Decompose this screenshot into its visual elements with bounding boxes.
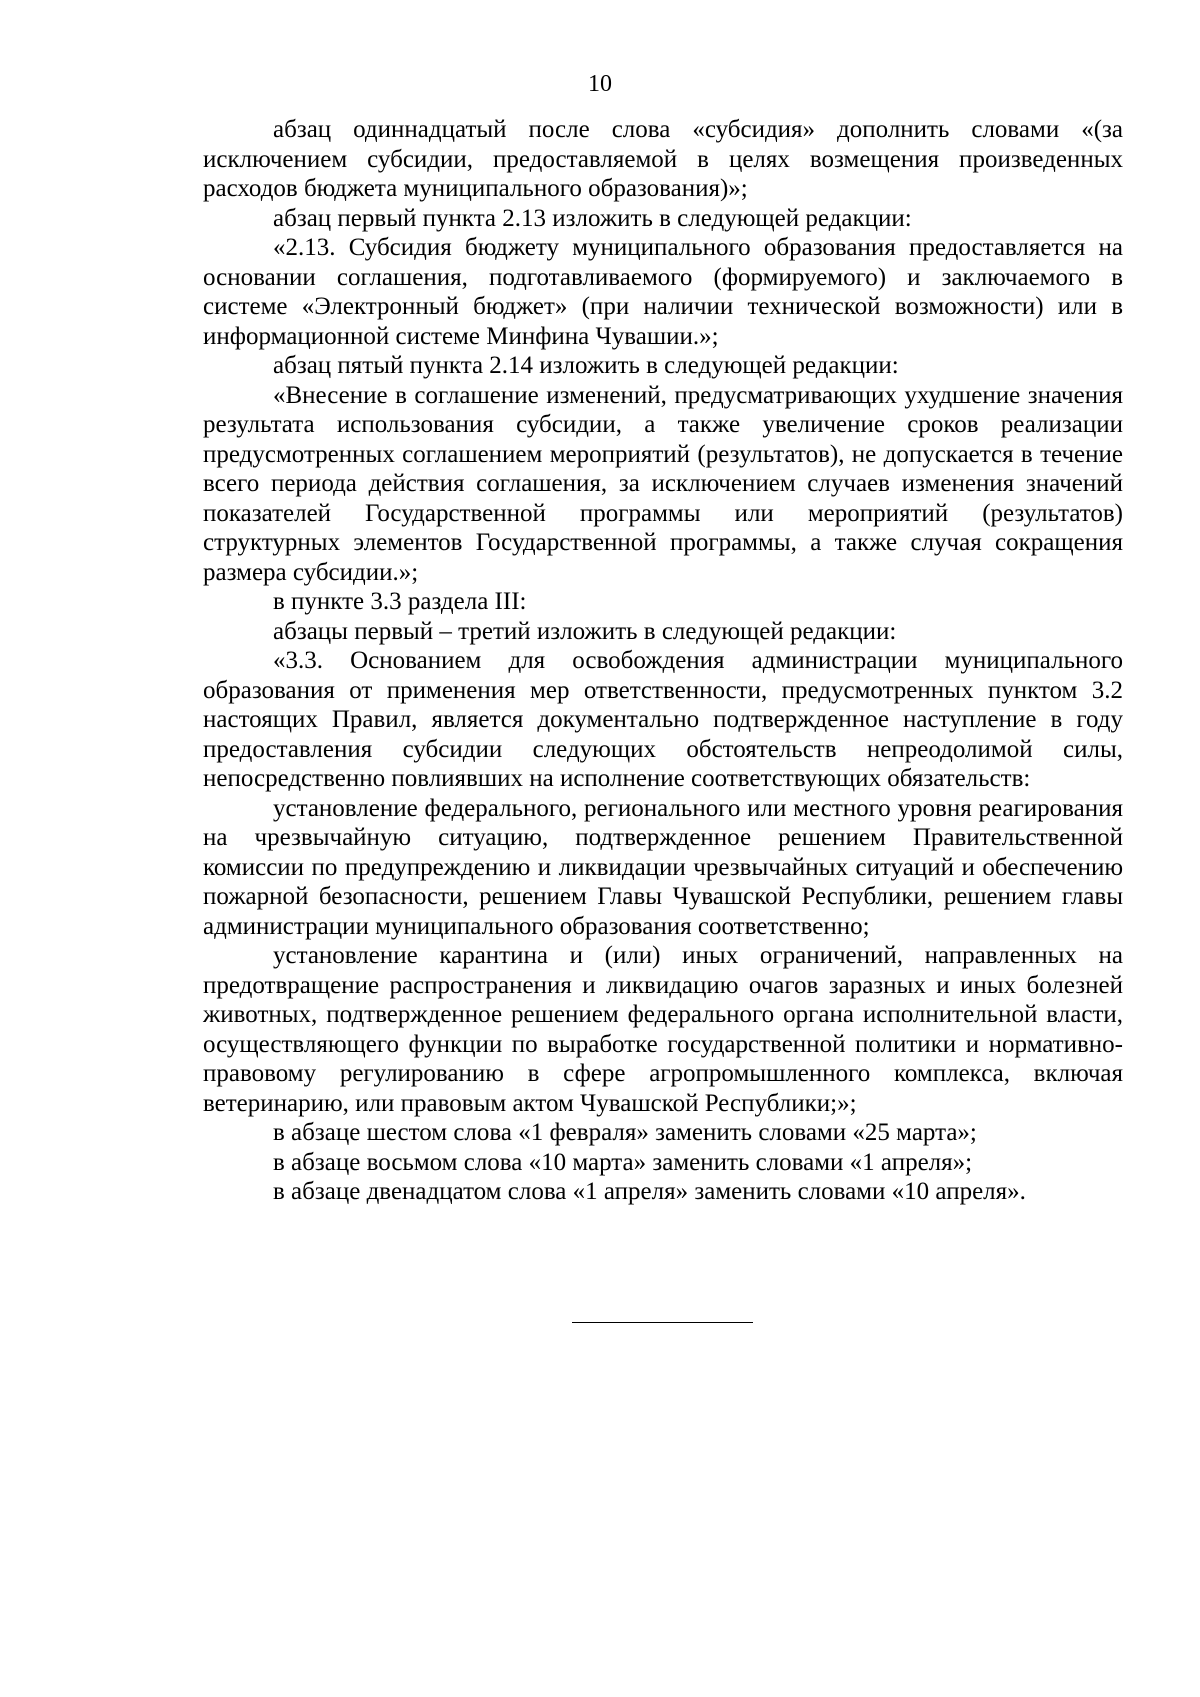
- paragraph: абзацы первый – третий изложить в следующей редакции:: [273, 617, 897, 645]
- paragraph: в абзаце восьмом слова «10 марта» заменить словами «1 апреля»;: [273, 1148, 973, 1176]
- paragraph: в пункте 3.3 раздела III:: [273, 588, 527, 615]
- paragraph: установление федерального, регионального или местного уровня реагирования на чрезвычайную ситуацию, подтвержденное решением Правительственной комиссии по предупреждению и ликвидации чрезвычайных ситуаций и обеспечению пожарной безопасности, решением Главы Чувашской Республики, решением главы администрации муниципального образования соответственно;: [203, 794, 1123, 940]
- paragraph: абзац одиннадцатый после слова «субсидия» дополнить словами «(за исключением субсидии, предоставляемой в целях возмещения произведенных расходов бюджета муниципального образования)»;: [203, 116, 1123, 202]
- paragraph: «Внесение в соглашение изменений, предусматривающих ухудшение значения результата использования субсидии, а также увеличение сроков реализации предусмотренных соглашением мероприятий (результатов), не допускается в течение всего периода действия соглашения, за исключением случаев изменения значений показателей Государственной программы или мероприятий (результатов) структурных элементов Государственной программы, а также случая сокращения размера субсидии.»;: [203, 381, 1123, 586]
- paragraph: абзац пятый пункта 2.14 изложить в следующей редакции:: [273, 352, 899, 379]
- paragraph: в абзаце двенадцатом слова «1 апреля» заменить словами «10 апреля».: [273, 1178, 1026, 1205]
- page-number: 10: [588, 71, 612, 97]
- closing-divider-line: [572, 1322, 753, 1323]
- paragraph: в абзаце шестом слова «1 февраля» заменить словами «25 марта»;: [273, 1119, 977, 1146]
- paragraph: «2.13. Субсидия бюджету муниципального образования предоставляется на основании соглашения, подготавливаемого (формируемого) и заключаемого в системе «Электронный бюджет» (при наличии технической возможности) или в информационной системе Минфина Чувашии.»;: [203, 234, 1123, 350]
- document-body: [203, 115, 1123, 1207]
- paragraph: абзац первый пункта 2.13 изложить в следующей редакции:: [273, 204, 912, 232]
- paragraph: установление карантина и (или) иных ограничений, направленных на предотвращение распространения и ликвидацию очагов заразных и иных болезней животных, подтвержденное решением федерального органа исполнительной власти, осуществляющего функции по выработке государственной политики и нормативно-правовому регулированию в сфере агропромышленного комплекса, включая ветеринарию, или правовым актом Чувашской Республики;»;: [203, 942, 1123, 1117]
- paragraph: «3.3. Основанием для освобождения администрации муниципального образования от применения мер ответственности, предусмотренных пунктом 3.2 настоящих Правил, является документально подтвержденное наступление в году предоставления субсидии следующих обстоятельств непреодолимой силы, непосредственно повлиявших на исполнение соответствующих обязательств:: [203, 647, 1123, 792]
